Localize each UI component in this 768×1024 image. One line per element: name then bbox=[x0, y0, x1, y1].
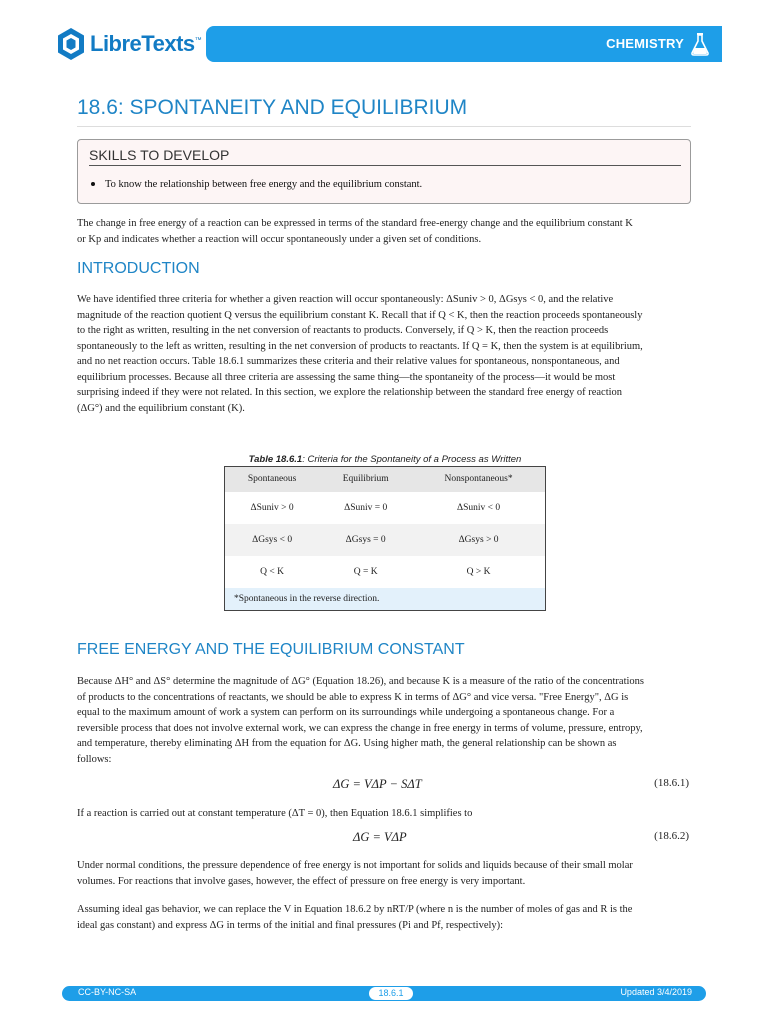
text-line: surprising indeed if they were not related. In this section, we explore the relationship between the standard free energy of reaction bbox=[77, 387, 623, 398]
table-caption-label: Table 18.6.1 bbox=[248, 454, 303, 465]
libretexts-logo[interactable] bbox=[56, 26, 202, 62]
criteria-table bbox=[224, 466, 546, 610]
table-cell: Q = K bbox=[353, 566, 378, 577]
table-cell: Q > K bbox=[466, 566, 491, 577]
table-row bbox=[224, 556, 546, 588]
subject-label[interactable]: CHEMISTRY bbox=[606, 36, 684, 51]
text-line: Under normal conditions, the pressure dependence of free energy is not important for solids and liquids because of their small molar bbox=[77, 860, 633, 871]
table-cell: ΔSuniv = 0 bbox=[344, 502, 388, 513]
skills-box bbox=[77, 139, 691, 204]
logo-trademark: ™ bbox=[194, 36, 202, 44]
page-number: 18.6.1 bbox=[378, 988, 404, 998]
text-line: and temperature, thereby eliminating ΔH from the equation for ΔG. Using higher math, the general relationship can be shown as bbox=[77, 738, 617, 749]
table-header-cell: Equilibrium bbox=[320, 467, 411, 492]
text-line: follows: bbox=[77, 753, 112, 765]
bullet-icon bbox=[91, 182, 95, 186]
table-caption-text: : Criteria for the Spontaneity of a Process as Written bbox=[302, 454, 522, 465]
page-footer bbox=[62, 986, 706, 1001]
table-cell: Q < K bbox=[260, 566, 285, 577]
table-footnote: *Spontaneous in the reverse direction. bbox=[224, 588, 546, 610]
title-divider bbox=[77, 126, 691, 127]
hexagon-logo-icon bbox=[56, 27, 86, 61]
skills-item-text: To know the relationship between free energy and the equilibrium constant. bbox=[105, 179, 423, 190]
text-line: We have identified three criteria for whether a given reaction will occur spontaneously: ΔSuniv > 0, ΔGsys < 0, and the relative bbox=[77, 294, 614, 305]
section-heading-free-energy: FREE ENERGY AND THE EQUILIBRIUM CONSTANT bbox=[77, 641, 465, 658]
text-line: equilibrium processes. Because all three criteria are assessing the same thing—the spontaneity of the process—it would be most bbox=[77, 371, 616, 383]
text-line: spontaneously to the left as written, resulting in the net conversion of products to reactants. If Q = K, then the system is at equilibrium, bbox=[77, 340, 643, 352]
equation-number: (18.6.1) bbox=[654, 777, 689, 789]
flask-icon bbox=[690, 32, 710, 56]
skills-divider bbox=[89, 165, 681, 166]
table-cell: ΔGsys = 0 bbox=[320, 524, 411, 556]
page-title: 18.6: SPONTANEITY AND EQUILIBRIUM bbox=[77, 96, 468, 119]
text-line: of products to the concentrations of reactants, we should be able to express K in terms of ΔG° and vice versa. "Free Energy", ΔG is bbox=[77, 691, 629, 703]
skills-list-item bbox=[91, 179, 422, 190]
table-row bbox=[224, 524, 546, 556]
text-line: ideal gas constant) and express ΔG in terms of the initial and final pressures (Pi and Pf, respectively): bbox=[77, 919, 504, 931]
table-cell: ΔGsys > 0 bbox=[411, 524, 546, 556]
text-line: Assuming ideal gas behavior, we can replace the V in Equation 18.6.2 by nRT/P (where n is the number of moles of gas and R is the bbox=[77, 904, 633, 915]
text-line: and no net reaction occurs. Table 18.6.1 summarizes these criteria and their relative values for spontaneous, nonspontaneous, and bbox=[77, 356, 620, 367]
text-line: volumes. For reactions that involve gases, however, the effect of pressure on free energy is very important. bbox=[77, 875, 526, 887]
introduction-paragraph bbox=[77, 292, 691, 416]
free-energy-paragraph bbox=[77, 674, 691, 767]
intro-line: The change in free energy of a reaction can be expressed in terms of the standard free-energy change and the equilibrium constant K bbox=[77, 218, 633, 229]
page-number-badge bbox=[368, 986, 414, 1001]
text-line: magnitude of the reaction quotient Q versus the equilibrium constant K. Recall that if Q < K, then the reaction proceeds spontaneously bbox=[77, 309, 643, 321]
equation-18-6-2 bbox=[77, 830, 691, 848]
text-line: to the right as written, resulting in the net conversion of reactants to products. Conversely, if Q > K, then the reaction proceeds bbox=[77, 325, 609, 336]
table-header-cell: Spontaneous bbox=[224, 467, 320, 492]
ideal-gas-paragraph bbox=[77, 902, 691, 933]
updated-date: Updated 3/4/2019 bbox=[620, 987, 692, 997]
table-row bbox=[224, 492, 546, 524]
table-header-row bbox=[224, 467, 546, 492]
text-line: equal to the maximum amount of work a system can perform on its surroundings while undergoing a spontaneous change. For a bbox=[77, 707, 615, 718]
table-cell: ΔSuniv < 0 bbox=[457, 502, 501, 513]
pressure-paragraph bbox=[77, 858, 691, 889]
equation-body: ΔG = VΔP bbox=[353, 830, 407, 844]
logo-wordmark: LibreTexts bbox=[90, 31, 195, 56]
text-line: Because ΔH° and ΔS° determine the magnitude of ΔG° (Equation 18.26), and because K is a measure of the ratio of the concentrations bbox=[77, 676, 645, 687]
intro-line: or Kp and indicates whether a reaction will occur spontaneously under a given set of conditions. bbox=[77, 233, 482, 245]
license-label[interactable]: CC-BY-NC-SA bbox=[78, 987, 137, 997]
constant-temp-paragraph: If a reaction is carried out at constant temperature (ΔT = 0), then Equation 18.6.1 simplifies to bbox=[77, 808, 473, 819]
table-cell: ΔSuniv > 0 bbox=[250, 502, 294, 513]
equation-number: (18.6.2) bbox=[654, 830, 689, 842]
table-caption bbox=[224, 454, 546, 465]
page-header bbox=[0, 0, 768, 92]
skills-heading: SKILLS TO DEVELOP bbox=[89, 147, 230, 163]
table-header-cell: Nonspontaneous* bbox=[411, 467, 546, 492]
section-heading-introduction: INTRODUCTION bbox=[77, 260, 200, 277]
equation-18-6-1 bbox=[77, 777, 691, 795]
intro-paragraph bbox=[77, 216, 691, 247]
subject-banner bbox=[206, 26, 722, 62]
table-cell: ΔGsys < 0 bbox=[224, 524, 320, 556]
text-line: reversible process that does not involve external work, we can express the change in free energy in terms of volume, pressure, entropy, bbox=[77, 722, 643, 734]
equation-body: ΔG = VΔP − SΔT bbox=[333, 777, 422, 791]
text-line: (ΔG°) and the equilibrium constant (K). bbox=[77, 402, 245, 414]
table-footnote-row bbox=[224, 588, 546, 610]
